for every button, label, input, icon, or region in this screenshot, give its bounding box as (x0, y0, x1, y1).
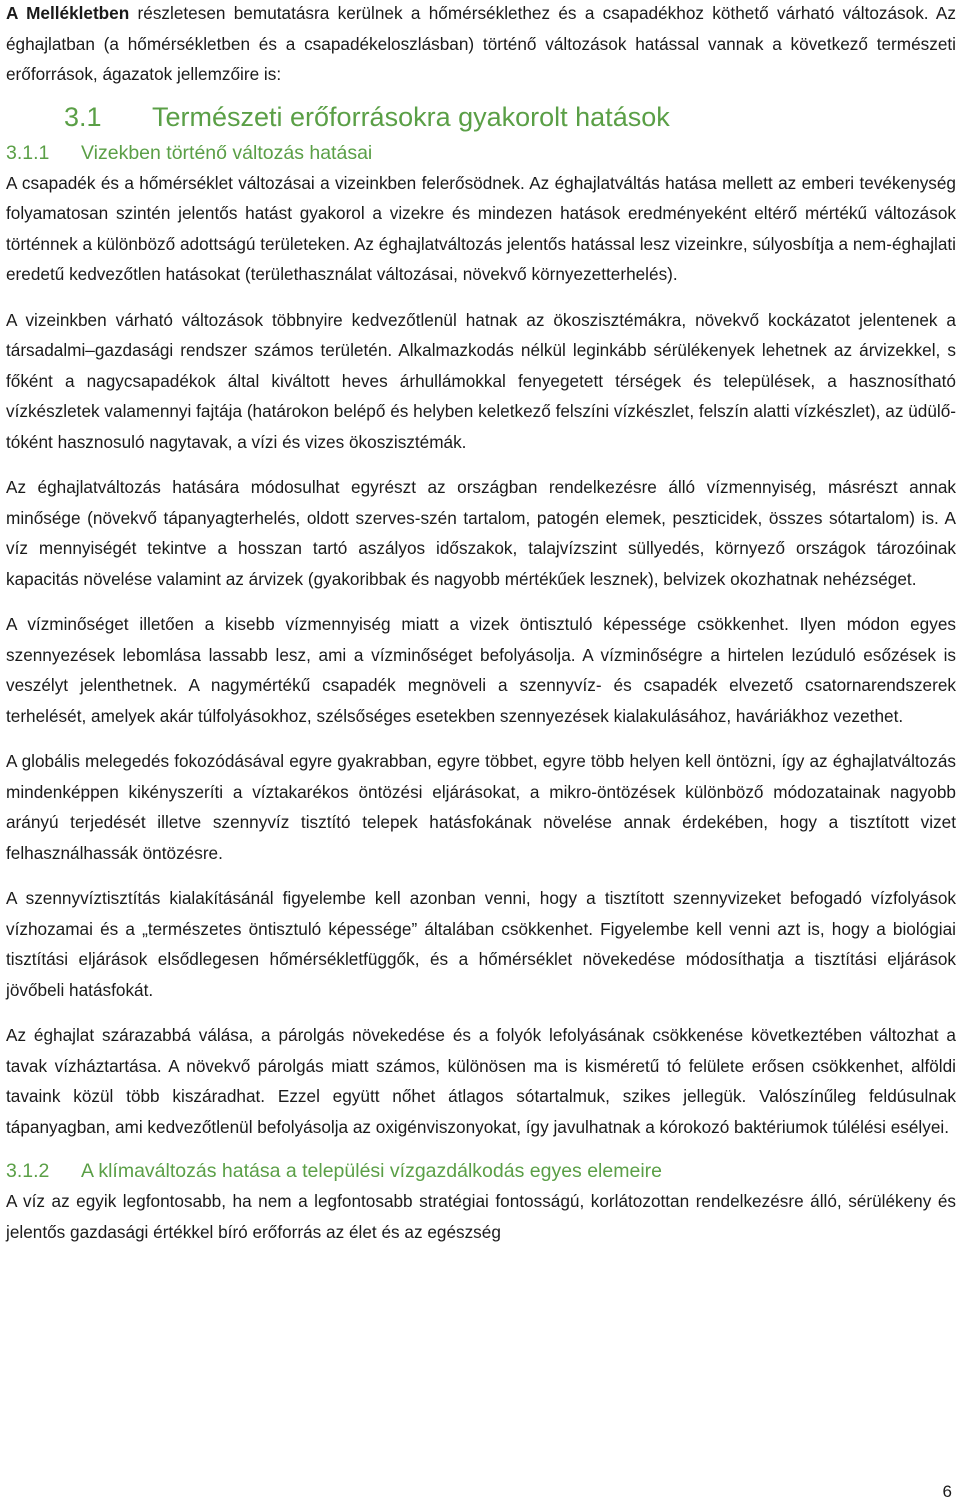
body-paragraph: A vízminőséget illetően a kisebb vízmennyiség miatt a vizek öntisztuló képessége csökkenhet. Ilyen módon egyes szennyezések lebomlása lassabb lesz, ami a vízminőséget befolyásolja. A vízminőségre a hirtelen lezúduló esőzések is veszélyt jelenthetnek. A nagymértékű csapadék megnöveli a szennyvíz- és csapadék elvezető csatornarendszerek terhelését, amelyek akár túlfolyásokhoz, szélsőséges esetekben szennyezések kialakulásához, haváriákhoz vezethet. (6, 614, 956, 726)
body-paragraph: A vizeinkben várható változások többnyire kedvezőtlenül hatnak az ökoszisztémákra, növekvő kockázatot jelentenek a társadalmi–gazdasági rendszer számos területén. Alkalmazkodás nélkül leginkább sérülékenyek lehetnek az árvizekkel, s főként a nagycsapadékok által kiváltott heves árhullámokkal fenyegetett térségek és települések, a hasznosítható vízkészletek valamennyi fajtája (határokon belépő és helyben keletkező felszíni vízkészlet, felszín alatti vízkészlet), az üdülő-tóként hasznosuló nagytavak, a vízi és vizes ökoszisztémák. (6, 309, 956, 452)
page-number: 6 (942, 1482, 952, 1501)
intro-paragraph (6, 0, 956, 90)
body-paragraph: A szennyvíztisztítás kialakításánál figyelembe kell azonban venni, hogy a tisztított szennyvizeket befogadó vízfolyások vízhozamai és a „természetes öntisztuló képessége” általában csökkenhet. Figyelembe kell venni azt is, hogy a biológiai tisztítási eljárások elsődlegesen hőmérsékletfüggők, és a hőmérséklet növekedése módosíthatja a tisztítási eljárások jövőbeli hatásfokát. (6, 888, 956, 1000)
intro-text: részletesen bemutatásra kerülnek a hőmérséklethez és a csapadékhoz köthető várható változások. Az éghajlatban (a hőmérsékletben és a csapadékeloszlásban) történő változások hatással vannak a következő természeti erőforrások, ágazatok jellemzőire is: (6, 3, 956, 84)
subsection-title-2: A klímaváltozás hatása a települési vízgazdálkodás egyes elemeire (81, 1160, 662, 1182)
body-paragraph: Az éghajlat szárazabbá válása, a párolgás növekedése és a folyók lefolyásának csökkenése következtében változhat a tavak vízháztartása. A növekvő párolgás miatt számos, különösen ma is kisméretű tó felülete erősen csökkenhet, alföldi tavaink közül több kiszáradhat. Ezzel együtt nőhet átlagos sótartalmuk, szikes jellegük. Valószínűleg feldúsulnak tápanyagban, ami kedvezőtlenül befolyásolja az oxigénviszonyokat, így javulhatnak a kórokozó baktériumok túlélési esélyei. (6, 1025, 956, 1137)
section-heading (64, 99, 956, 135)
body-paragraph: Az éghajlatváltozás hatására módosulhat egyrészt az országban rendelkezésre álló vízmennyiség, másrészt annak minősége (növekvő tápanyagterhelés, oldott szerves-szén tartalom, patogén elemek, peszticidek, összes sótartalom) is. A víz mennyiségét tekintve a hosszan tartó aszályos időszakok, talajvízszint süllyedés, környező országok tározóinak kapacitás növelése valamint az árvizek (gyakoribbak és nagyobb mértékűek lesznek), belvizek okozhatnak nehézséget. (6, 477, 956, 589)
final-paragraph: A víz az egyik legfontosabb, ha nem a legfontosabb stratégiai fontosságú, korlátozottan rendelkezésre álló, sérülékeny és jelentős gazdasági értékkel bíró erőforrás az élet és az egészség (6, 1191, 956, 1242)
subsection-heading-1 (6, 138, 956, 168)
subsection-title-1: Vizekben történő változás hatásai (81, 141, 373, 164)
subsection-heading-2 (6, 1156, 956, 1186)
body-paragraph: A globális melegedés fokozódásával egyre gyakrabban, egyre többet, egyre több helyen kell öntözni, így az éghajlatváltozás mindenképpen kikényszeríti a víztakarékos öntözési eljárásokat, a mikro-öntözések különböző módozatainak nagyobb arányú terjedését illetve szennyvíz tisztító telepek hatásfokának növelése annak érdekében, hogy a tisztított vizet felhasználhassák öntözésre. (6, 751, 956, 863)
section-title: Természeti erőforrásokra gyakorolt hatások (152, 101, 670, 132)
document-page (6, 0, 956, 1247)
section-number: 3.1 (64, 101, 102, 132)
subsection-number-1: 3.1.1 (6, 141, 50, 164)
intro-bold-term: A Mellékletben (6, 3, 130, 23)
body-paragraph: A csapadék és a hőmérséklet változásai a vizeinkben felerősödnek. Az éghajlatváltás hatása mellett az emberi tevékenység folyamatosan szintén jelentős hatást gyakorol a vizekre és mindezen hatások eredményeként eltérő mértékű változások történnek a különböző adottságú területeken. Az éghajlatváltozás jelentős hatással lesz vizeinkre, súlyosbítja a nem-éghajlati eredetű kedvezőtlen hatásokat (területhasználat változásai, növekvő környezetterhelés). (6, 172, 956, 284)
subsection-number-2: 3.1.2 (6, 1160, 50, 1182)
